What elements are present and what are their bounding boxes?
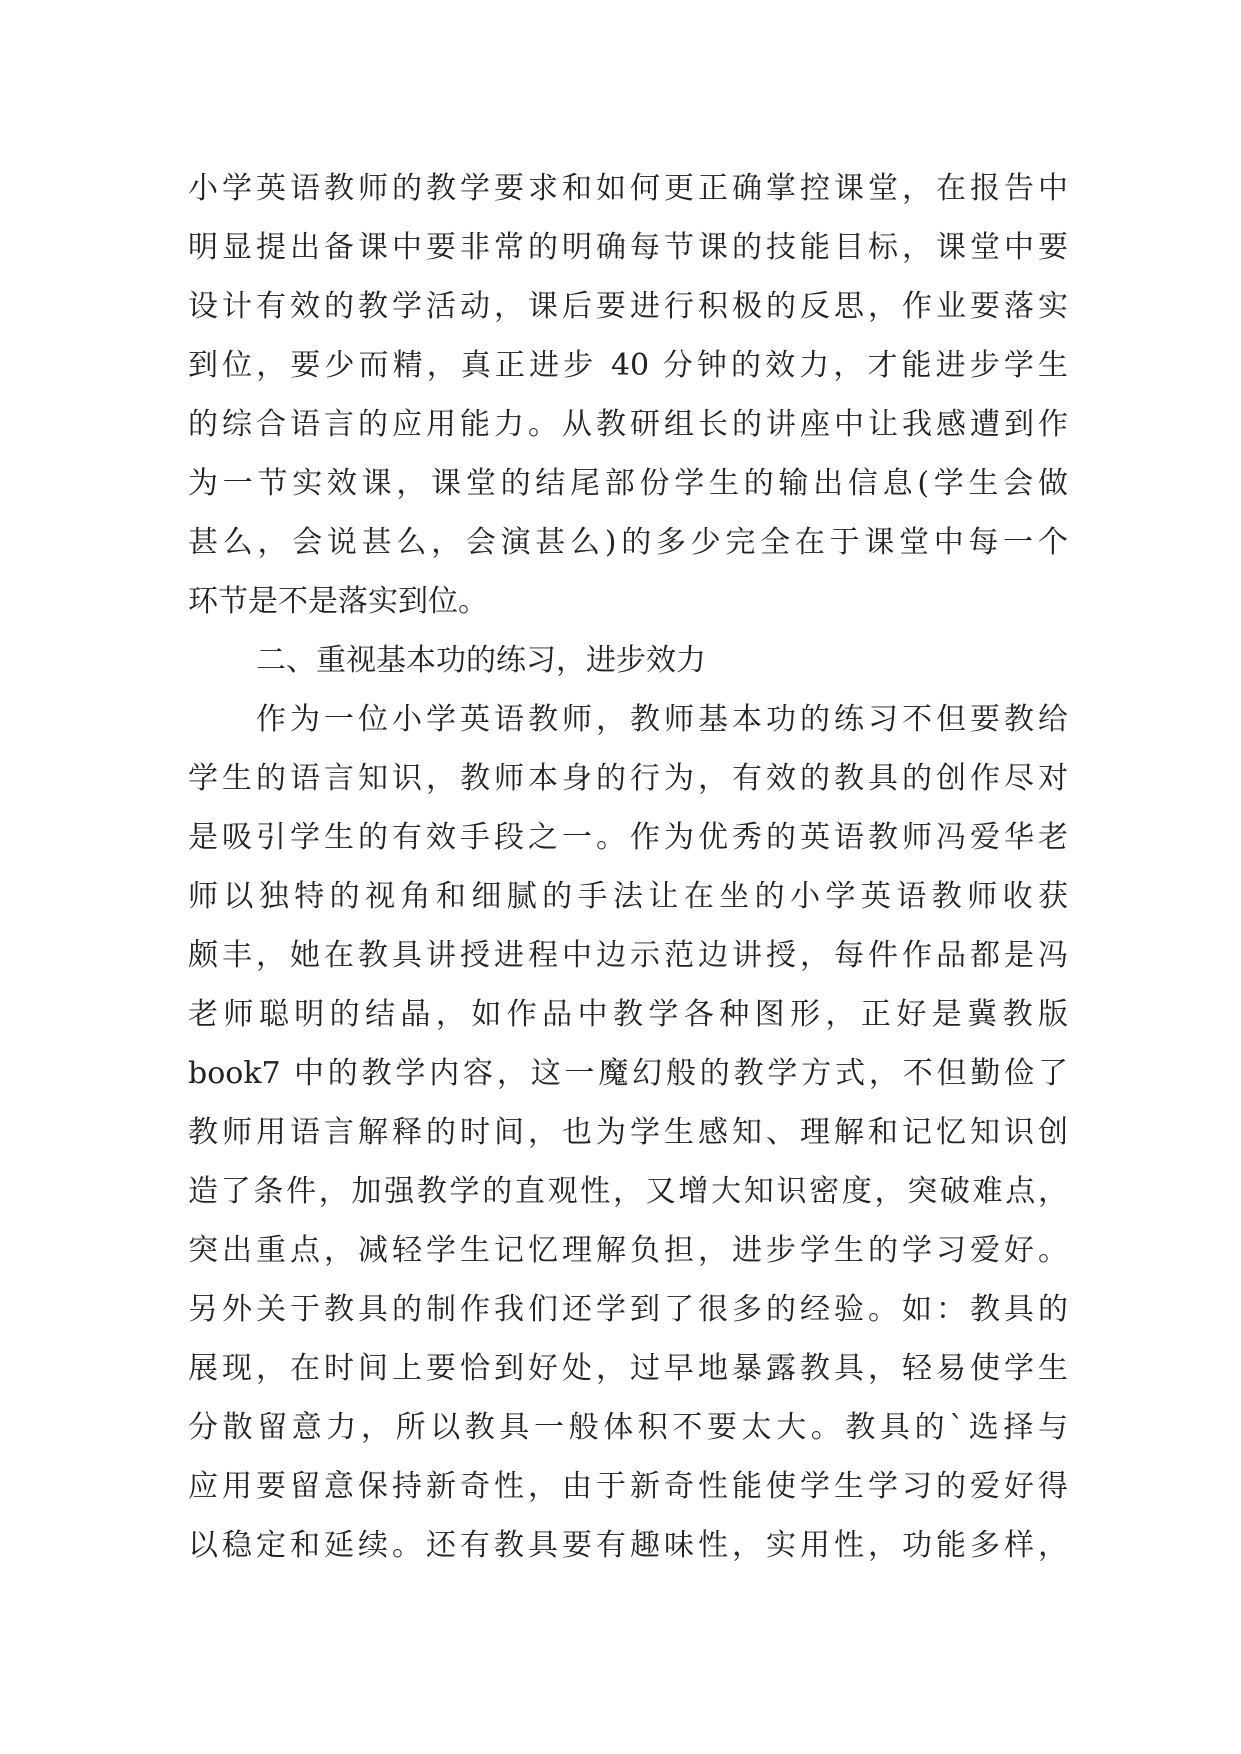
text-line: 到位，要少而精，真正进步 40 分钟的效力，才能进步学生: [188, 348, 1068, 383]
text-line: 作为一位小学英语教师，教师基本功的练习不但要教给: [256, 702, 1068, 737]
text-line: 甚么，会说甚么，会演甚么)的多少完全在于课堂中每一个: [188, 525, 1068, 560]
text-line: 明显提出备课中要非常的明确每节课的技能目标，课堂中要: [188, 230, 1068, 265]
text-line: 以稳定和延续。还有教具要有趣味性，实用性，功能多样，: [188, 1528, 1068, 1563]
text-line: 教师用语言解释的时间，也为学生感知、理解和记忆知识创: [188, 1115, 1068, 1150]
text-line: 颇丰，她在教具讲授进程中边示范边讲授，每件作品都是冯: [188, 938, 1068, 973]
text-line: 另外关于教具的制作我们还学到了很多的经验。如：教具的: [188, 1292, 1068, 1327]
text-line: 学生的语言知识，教师本身的行为，有效的教具的创作尽对: [188, 761, 1068, 796]
text-line: 应用要留意保持新奇性，由于新奇性能使学生学习的爱好得: [188, 1469, 1068, 1504]
body-text: [188, 159, 1068, 1575]
text-line: 展现，在时间上要恰到好处，过早地暴露教具，轻易使学生: [188, 1351, 1068, 1386]
text-line: 环节是不是落实到位。: [188, 584, 488, 619]
text-line: 造了条件，加强教学的直观性，又增大知识密度，突破难点，: [188, 1174, 1068, 1209]
section-heading: 二、重视基本功的练习，进步效力: [256, 643, 706, 678]
text-line: 分散留意力，所以教具一般体积不要太大。教具的`选择与: [188, 1410, 1068, 1445]
text-line: 是吸引学生的有效手段之一。作为优秀的英语教师冯爱华老: [188, 820, 1068, 855]
text-line: 为一节实效课，课堂的结尾部份学生的输出信息(学生会做: [188, 466, 1068, 501]
text-line: 突出重点，减轻学生记忆理解负担，进步学生的学习爱好。: [188, 1233, 1068, 1268]
text-line: 设计有效的教学活动，课后要进行积极的反思，作业要落实: [188, 289, 1068, 324]
text-line: book7 中的教学内容，这一魔幻般的教学方式，不但勤俭了: [188, 1056, 1068, 1091]
text-line: 师以独特的视角和细腻的手法让在坐的小学英语教师收获: [188, 879, 1068, 914]
text-line: 老师聪明的结晶，如作品中教学各种图形，正好是冀教版: [188, 997, 1068, 1032]
text-line: 的综合语言的应用能力。从教研组长的讲座中让我感遭到作: [188, 407, 1068, 442]
text-line: 小学英语教师的教学要求和如何更正确掌控课堂，在报告中: [188, 171, 1068, 206]
